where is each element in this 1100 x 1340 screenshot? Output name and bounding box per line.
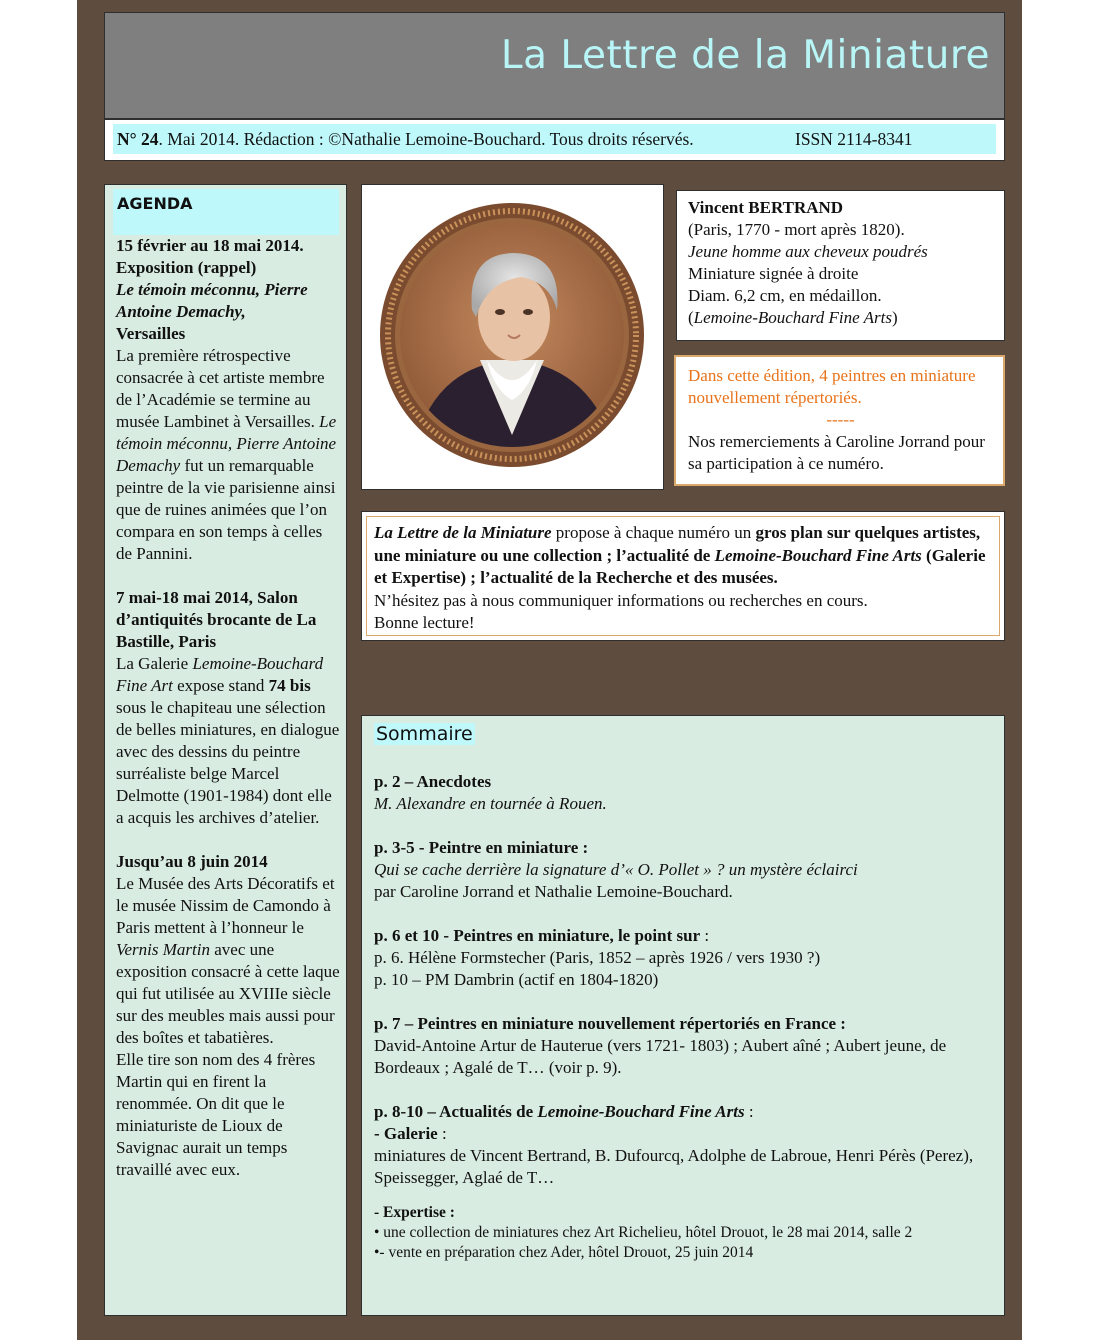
sommaire-item xyxy=(374,1013,996,1079)
item-line: M. Alexandre en tournée à Rouen. xyxy=(374,794,607,813)
colon: : xyxy=(437,1124,447,1143)
event-type: Exposition (rappel) xyxy=(116,258,257,277)
agenda-event-bastille xyxy=(116,587,342,829)
event-text: avec une exposition consacré à cette laque qui fut utilisée au XVIIIe siècle sur des meubles mais aussi pour des boîtes et tabatières. xyxy=(116,940,340,1047)
item-line: Qui se cache derrière la signature d’« O. Pollet » ? un mystère éclairci xyxy=(374,860,858,879)
event-text-italic: Lemoine-Bouchard Fine Art xyxy=(116,654,324,695)
event-text-italic: Le témoin méconnu, Pierre Antoine Demachy xyxy=(116,412,337,475)
event-place: Versailles xyxy=(116,324,186,343)
item-line: •- vente en préparation chez Ader, hôtel Drouot, 25 juin 2014 xyxy=(374,1244,754,1261)
item-subheading: - Expertise : xyxy=(374,1204,455,1221)
event-date: 15 février au 18 mai 2014. xyxy=(116,236,304,255)
item-heading: p. 2 – Anecdotes xyxy=(374,772,492,791)
newsletter-title: La Lettre de la Miniature xyxy=(500,33,990,78)
issn: ISSN 2114-8341 xyxy=(795,129,913,149)
colon: : xyxy=(700,926,710,945)
sommaire-item xyxy=(374,837,996,903)
event-title: Le témoin méconnu, Pierre Antoine Demachy, xyxy=(116,280,308,321)
event-text: sous le chapiteau une sélection de belles miniatures, en dialogue avec des dessins du peintre surréaliste belge Marcel Delmotte (1901-1984) dont elle a acquis les archives d’atelier. xyxy=(116,698,340,827)
gallery-name: Lemoine-Bouchard Fine Arts xyxy=(537,1102,745,1121)
portrait-miniature-image xyxy=(361,184,664,490)
issue-info-bar xyxy=(104,119,1005,161)
intro-panel xyxy=(361,511,1005,641)
item-line: David-Antoine Artur de Hauterue (vers 1721- 1803) ; Aubert aîné ; Aubert jeune, de Bordeaux ; Agalé de T… (voir p. 9). xyxy=(374,1036,947,1077)
item-line: miniatures de Vincent Bertrand, B. Dufourcq, Adolphe de Labroue, Henri Pérès (Perez), Speissegger, Aglaé de T… xyxy=(374,1146,974,1187)
event-text: fut un remarquable peintre de la vie parisienne ainsi que de ruines animées que l’on compara en son temps à celles de Pannini. xyxy=(116,456,336,563)
portrait-caption xyxy=(676,190,1005,341)
event-text-italic: Vernis Martin xyxy=(116,940,210,959)
artwork-source: Lemoine-Bouchard Fine Arts xyxy=(693,308,892,327)
intro-segment: (Galerie et Expertise) ; l’actualité de la Recherche et des musées. xyxy=(374,545,986,587)
sommaire-item xyxy=(374,1101,996,1189)
newsletter-name: La Lettre de la Miniature xyxy=(374,523,552,542)
item-subheading: - Galerie xyxy=(374,1124,438,1143)
item-heading: p. 3-5 - Peintre en miniature : xyxy=(374,838,589,857)
sommaire-heading: Sommaire xyxy=(376,723,473,745)
intro-segment: N’hésitez pas à nous communiquer informations ou recherches en cours. xyxy=(374,590,868,610)
artist-name: Vincent BERTRAND xyxy=(688,198,844,217)
issue-info xyxy=(113,124,996,154)
sommaire-item xyxy=(374,771,996,815)
event-stand: 74 bis xyxy=(268,676,311,695)
intro-segment: propose à chaque numéro un xyxy=(555,523,752,542)
agenda-panel xyxy=(104,184,347,1316)
sommaire-content xyxy=(374,771,996,1285)
event-text: La Galerie xyxy=(116,654,189,673)
artist-dates: (Paris, 1770 - mort après 1820). xyxy=(688,220,905,239)
item-heading: p. 6 et 10 - Peintres en miniature, le point sur xyxy=(374,926,701,945)
event-text: La première rétrospective consacrée à cet artiste membre de l’Académie se termine au musée Lambinet à Versailles. xyxy=(116,346,325,431)
edition-note xyxy=(674,355,1005,486)
intro-text xyxy=(366,516,1000,636)
event-text: Elle tire son nom des 4 frères Martin qui en firent la renommée. On dit que le miniaturiste de Lioux de Savignac aurait un temps travaillé avec eux. xyxy=(116,1050,316,1179)
agenda-event-demachy xyxy=(116,235,342,565)
artwork-signature: Miniature signée à droite xyxy=(688,264,859,283)
colon: : xyxy=(744,1102,754,1121)
agenda-event-vernis-martin xyxy=(116,851,342,1181)
sommaire-panel xyxy=(361,715,1005,1316)
separator: ----- xyxy=(826,410,855,429)
caption-text xyxy=(688,197,928,329)
intro-segment: gros plan sur quelques artistes, une miniature ou une collection ; l’actualité de xyxy=(374,523,981,565)
item-line: • une collection de miniatures chez Art Richelieu, hôtel Drouot, le 28 mai 2014, salle 2 xyxy=(374,1224,913,1241)
edition-text xyxy=(688,365,993,475)
event-heading: Jusqu’au 8 juin 2014 xyxy=(116,852,268,871)
issue-number: N° 24 xyxy=(117,129,159,149)
item-line: p. 10 – PM Dambrin (actif en 1804-1820) xyxy=(374,970,659,989)
event-text: Le Musée des Arts Décoratifs et le musée Nissim de Camondo à Paris mettent à l’honneur le xyxy=(116,874,335,937)
paren: ) xyxy=(891,308,898,327)
agenda-heading: AGENDA xyxy=(113,189,339,235)
agenda-content xyxy=(116,235,342,1203)
acknowledgement: Nos remerciements à Caroline Jorrand pour sa participation à ce numéro. xyxy=(688,432,985,473)
portrait-medallion xyxy=(362,185,663,489)
paren: ( xyxy=(688,308,694,327)
item-heading: p. 8-10 – Actualités de xyxy=(374,1102,534,1121)
artwork-size: Diam. 6,2 cm, en médaillon. xyxy=(688,286,882,305)
issue-credits: . Mai 2014. Rédaction : ©Nathalie Lemoine-Bouchard. Tous droits réservés. xyxy=(158,129,694,149)
newsletter-header xyxy=(104,12,1005,119)
item-line: p. 6. Hélène Formstecher (Paris, 1852 – après 1926 / vers 1930 ?) xyxy=(374,948,821,967)
event-heading: 7 mai-18 mai 2014, Salon d’antiquités brocante de La Bastille, Paris xyxy=(116,588,317,651)
sommaire-item xyxy=(374,1203,996,1263)
artwork-title: Jeune homme aux cheveux poudrés xyxy=(688,242,928,261)
intro-segment: Bonne lecture! xyxy=(374,613,475,632)
edition-highlight: Dans cette édition, 4 peintres en miniature nouvellement répertoriés. xyxy=(688,366,976,407)
item-line: par Caroline Jorrand et Nathalie Lemoine-Bouchard. xyxy=(374,882,733,901)
event-text: expose stand xyxy=(177,676,265,695)
item-heading: p. 7 – Peintres en miniature nouvellement répertoriés en France : xyxy=(374,1014,846,1033)
sommaire-item xyxy=(374,925,996,991)
gallery-name: Lemoine-Bouchard Fine Arts xyxy=(714,545,922,565)
